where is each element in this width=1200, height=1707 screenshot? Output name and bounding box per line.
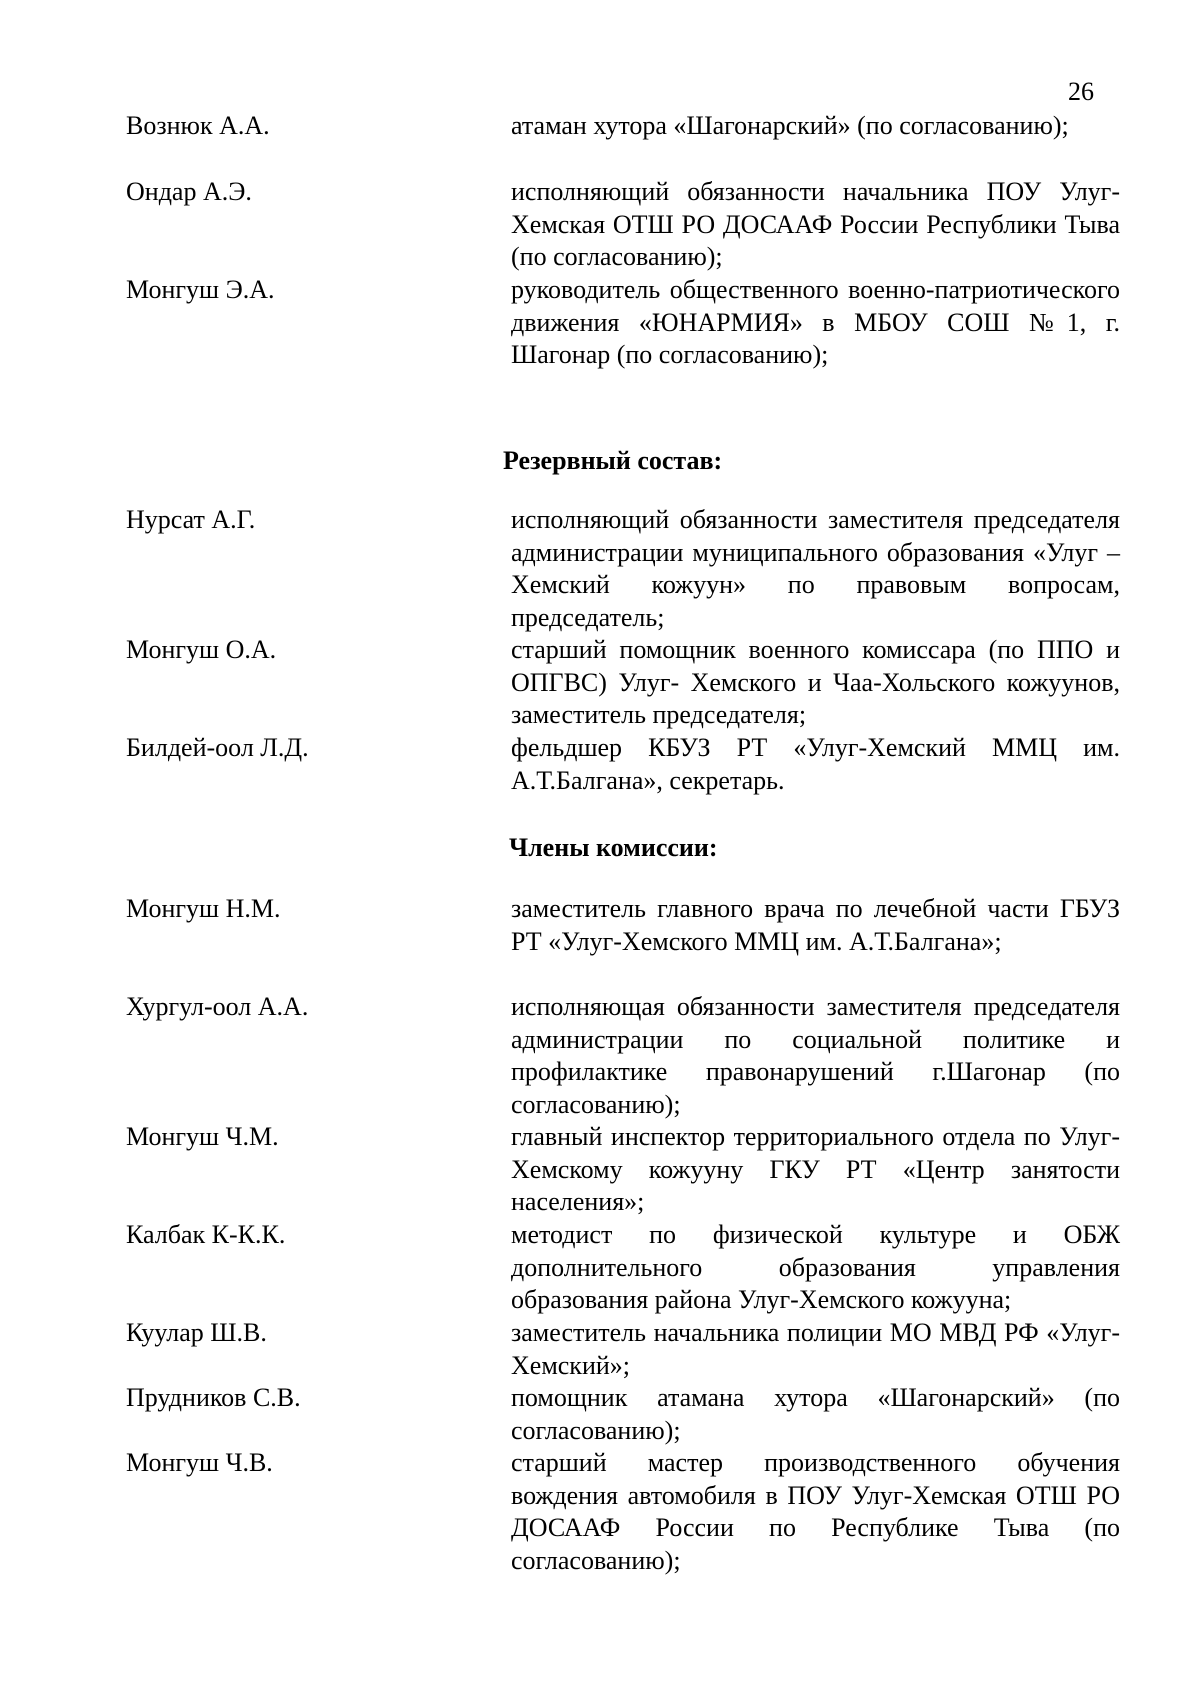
member-role: исполняющая обязанности заместителя председателя администрации по социальной политике и профилактике правонарушений г.Шагонар (по согласованию); (511, 992, 1120, 1119)
member-role: заместитель главного врача по лечебной части ГБУЗ РТ «Улуг-Хемского ММЦ им. А.Т.Балгана»; (511, 894, 1120, 956)
member-role: заместитель начальника полиции МО МВД РФ «Улуг-Хемский»; (511, 1318, 1120, 1380)
member-role: старший мастер производственного обучения вождения автомобиля в ПОУ Улуг-Хемская ОТШ РО ДОСААФ России по Республике Тыва (по согласованию); (511, 1448, 1120, 1575)
member-role: исполняющий обязанности заместителя председателя администрации муниципального образования «Улуг – Хемский кожуун» по правовым вопросам, председатель; (511, 505, 1120, 632)
member-row (0, 1317, 1200, 1382)
member-name: Монгуш О.А. (126, 635, 277, 664)
member-role: исполняющий обязанности начальника ПОУ Улуг-Хемская ОТШ РО ДОСААФ России Республики Тыва (по согласованию); (511, 177, 1120, 272)
member-row (0, 1219, 1200, 1317)
member-name: Монгуш Ч.М. (126, 1122, 279, 1151)
member-name: Калбак К-К.К. (126, 1220, 286, 1249)
member-row (0, 1382, 1200, 1447)
member-role: методист по физической культуре и ОБЖ дополнительного образования управления образования района Улуг-Хемского кожууна; (511, 1220, 1120, 1315)
member-row (0, 504, 1200, 634)
member-name: Монгуш Ч.В. (126, 1448, 273, 1477)
member-role: руководитель общественного военно-патриотического движения «ЮНАРМИЯ» в МБОУ СОШ №1, г. Шагонар (по согласованию); (511, 275, 1120, 370)
members-list-top (0, 110, 1200, 405)
member-row (0, 991, 1200, 1121)
member-name: Монгуш Э.А. (126, 275, 275, 304)
member-row (0, 732, 1200, 798)
reserve-heading: Резервный состав: (503, 446, 723, 475)
member-row (0, 634, 1200, 732)
member-row (0, 1121, 1200, 1219)
reserve-members-list (0, 504, 1200, 798)
member-name: Ондар А.Э. (126, 177, 252, 206)
commission-members-list (0, 893, 1200, 1578)
page-number: 26 (1068, 77, 1094, 106)
member-role: атаман хутора «Шагонарский» (по согласованию); (511, 111, 1069, 140)
member-name: Билдей-оол Л.Д. (126, 733, 309, 762)
member-name: Хургул-оол А.А. (126, 992, 309, 1021)
member-name: Прудников С.В. (126, 1383, 301, 1412)
member-role: старший помощник военного комиссара (по ППО и ОПГВС) Улуг- Хемского и Чаа-Хольского кожуунов, заместитель председателя; (511, 635, 1120, 730)
member-row (0, 274, 1200, 405)
member-role: помощник атамана хутора «Шагонарский» (по согласованию); (511, 1383, 1120, 1445)
member-role: фельдшер КБУЗ РТ «Улуг-Хемский ММЦ им. А.Т.Балгана», секретарь. (511, 733, 1120, 795)
member-row (0, 1447, 1200, 1578)
member-name: Нурсат А.Г. (126, 505, 256, 534)
member-role: главный инспектор территориального отдела по Улуг-Хемскому кожууну ГКУ РТ «Центр занятости населения»; (511, 1122, 1120, 1217)
member-name: Куулар Ш.В. (126, 1318, 267, 1347)
member-row (0, 176, 1200, 274)
commission-heading: Члены комиссии: (509, 833, 718, 862)
member-row (0, 893, 1200, 991)
member-name: Монгуш Н.М. (126, 894, 281, 923)
member-name: Вознюк А.А. (126, 111, 270, 140)
member-row (0, 110, 1200, 176)
